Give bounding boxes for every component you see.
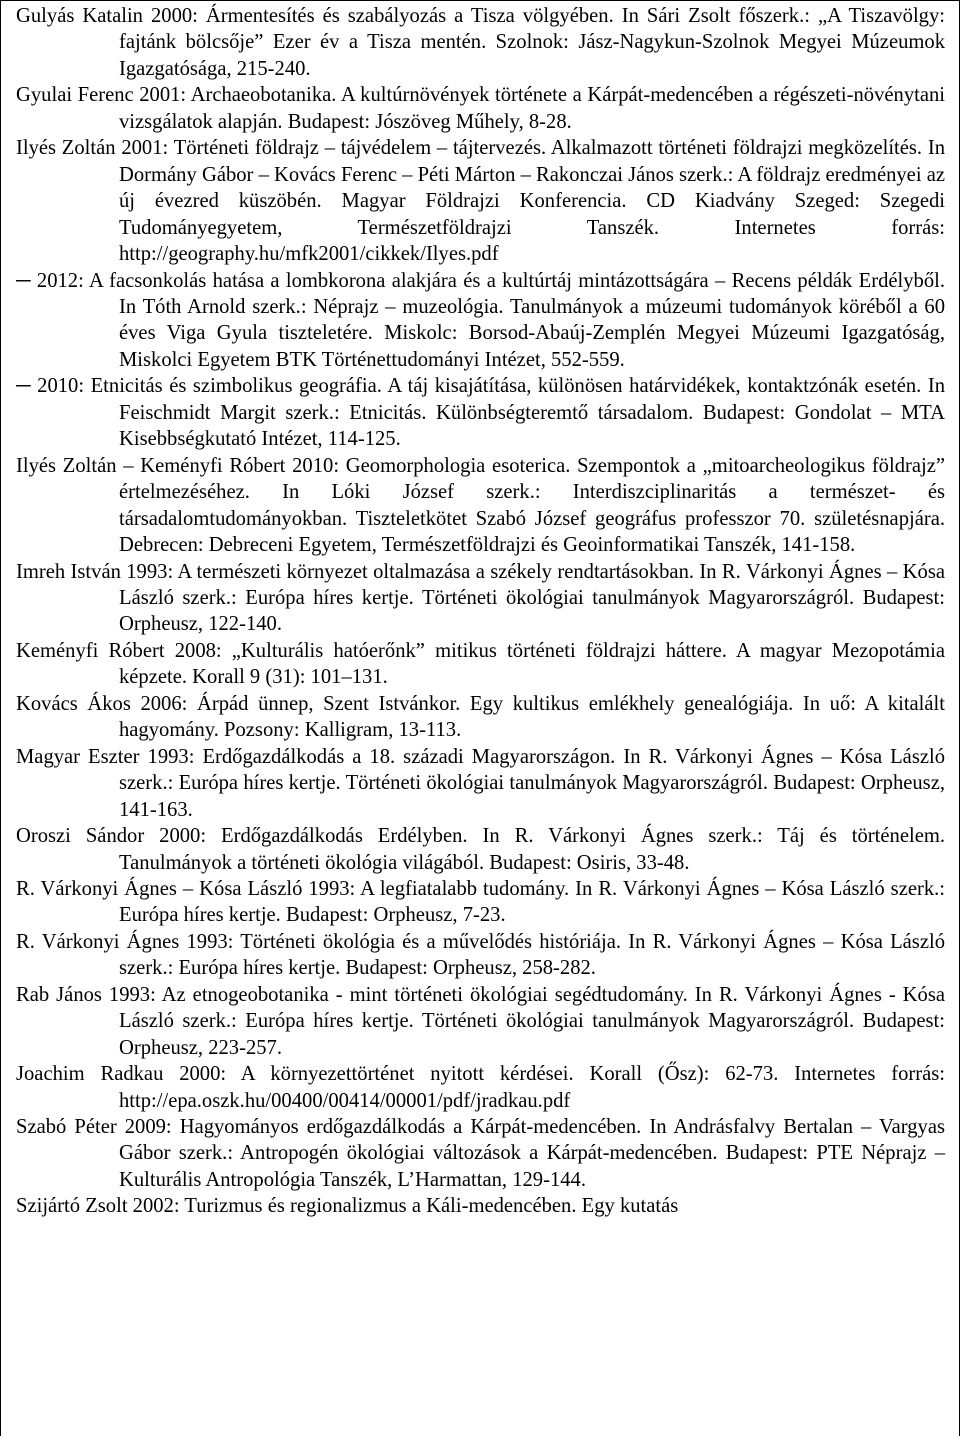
reference-entry: Kovács Ákos 2006: Árpád ünnep, Szent Istvánkor. Egy kultikus emlékhely genealógiája. In uő: A kitalált hagyomány. Pozsony: Kalligram, 13-113. xyxy=(16,692,945,742)
reference-entry: Oroszi Sándor 2000: Erdőgazdálkodás Erdélyben. In R. Várkonyi Ágnes szerk.: Táj és történelem. Tanulmányok a történeti ökológia világából. Budapest: Osiris, 33-48. xyxy=(16,825,945,874)
reference-entry: Ilyés Zoltán – Keményfi Róbert 2010: Geomorphologia esoterica. Szempontok a „mitoarcheologikus földrajz” értelmezéséhez. In Lóki József szerk.: Interdiszciplinaritás a természet- és társadalomtudományokban. Tiszteletkötet Szabó József geográfus professzor 70. születésnapjára. Debrecen: Debreceni Egyetem, Természetföldrajzi és Geoinformatikai Tanszék, 141-158. xyxy=(16,454,945,557)
reference-entry: Magyar Eszter 1993: Erdőgazdálkodás a 18. századi Magyarországon. In R. Várkonyi Ágnes – Kósa László szerk.: Európa híres kertje. Történeti ökológiai tanulmányok Magyarországról. Budapest: Orpheusz, 141-163. xyxy=(16,745,945,821)
reference-entry: ─ 2012: A facsonkolás hatása a lombkorona alakjára és a kultúrtáj mintázottságára – Recens példák Erdélyből. In Tóth Arnold szerk.: Néprajz – muzeológia. Tanulmányok a múzeumi tudományok köréből a 60 éves Viga Gyula tiszteletére. Miskolc: Borsod-Abaúj-Zemplén Megyei Múzeumi Igazgatóság, Miskolci Egyetem BTK Történettudományi Intézet, 552-559. xyxy=(16,269,945,371)
reference-entry: Gulyás Katalin 2000: Ármentesítés és szabályozás a Tisza völgyében. In Sári Zsolt főszerk.: „A Tiszavölgy: fajtánk bölcsője” Ezer év a Tisza mentén. Szolnok: Jász-Nagykun-Szolnok Megyei Múzeumok Igazgatósága, 215-240. xyxy=(16,5,945,80)
reference-entry: R. Várkonyi Ágnes 1993: Történeti ökológia és a művelődés históriája. In R. Várkonyi Ágnes – Kósa László szerk.: Európa híres kertje. Budapest: Orpheusz, 258-282. xyxy=(16,930,945,980)
reference-entry: Keményfi Róbert 2008: „Kulturális hatóerőnk” mitikus történeti földrajzi háttere. A magyar Mezopotámia képzete. Korall 9 (31): 101–131. xyxy=(16,639,945,689)
reference-entry: Joachim Radkau 2000: A környezettörténet nyitott kérdései. Korall (Ősz): 62-73. Internetes forrás: http://epa.oszk.hu/00400/00414/00001/pdf/jradkau.pdf xyxy=(16,1063,945,1112)
reference-entry: R. Várkonyi Ágnes – Kósa László 1993: A legfiatalabb tudomány. In R. Várkonyi Ágnes – Kósa László szerk.: Európa híres kertje. Budapest: Orpheusz, 7-23. xyxy=(16,877,945,927)
reference-entry: Szijártó Zsolt 2002: Turizmus és regionalizmus a Káli-medencében. Egy kutatás xyxy=(16,1195,679,1218)
reference-entry: Ilyés Zoltán 2001: Történeti földrajz – tájvédelem – tájtervezés. Alkalmazott történeti földrajzi megközelítés. In Dormány Gábor – Kovács Ferenc – Péti Márton – Rakonczai János szerk.: A földrajz eredményei az új évezred küszöbén. Magyar Földrajzi Konferencia. CD Kiadvány Szeged: Szegedi Tudományegyetem, Természetföldrajzi Tanszék. Internetes forrás: http://geography.hu/mfk2001/cikkek/Ilyes.pdf xyxy=(16,137,945,266)
reference-entry: Rab János 1993: Az etnogeobotanika - mint történeti ökológiai segédtudomány. In R. Várkonyi Ágnes - Kósa László szerk.: Európa híres kertje. Történeti ökológiai tanulmányok Magyarországról. Budapest: Orpheusz, 223-257. xyxy=(16,983,945,1059)
reference-entry: Gyulai Ferenc 2001: Archaeobotanika. A kultúrnövények története a Kárpát-medencében a régészeti-növénytani vizsgálatok alapján. Budapest: Jószöveg Műhely, 8-28. xyxy=(16,84,945,133)
reference-entry: Imreh István 1993: A természeti környezet oltalmazása a székely rendtartásokban. In R. Várkonyi Ágnes – Kósa László szerk.: Európa híres kertje. Történeti ökológiai tanulmányok Magyarországról. Budapest: Orpheusz, 122-140. xyxy=(16,560,945,636)
reference-entry: Szabó Péter 2009: Hagyományos erdőgazdálkodás a Kárpát-medencében. In Andrásfalvy Bertalan – Vargyas Gábor szerk.: Antropogén ökológiai változások a Kárpát-medencében. Budapest: PTE Néprajz – Kulturális Antropológia Tanszék, L’Harmattan, 129-144. xyxy=(16,1116,945,1191)
reference-entry: ─ 2010: Etnicitás és szimbolikus geográfia. A táj kisajátítása, különösen határvidékek, kontaktzónák esetén. In Feischmidt Margit szerk.: Etnicitás. Különbségteremtő társadalom. Budapest: Gondolat – MTA Kisebbségkutató Intézet, 114-125. xyxy=(16,375,945,451)
